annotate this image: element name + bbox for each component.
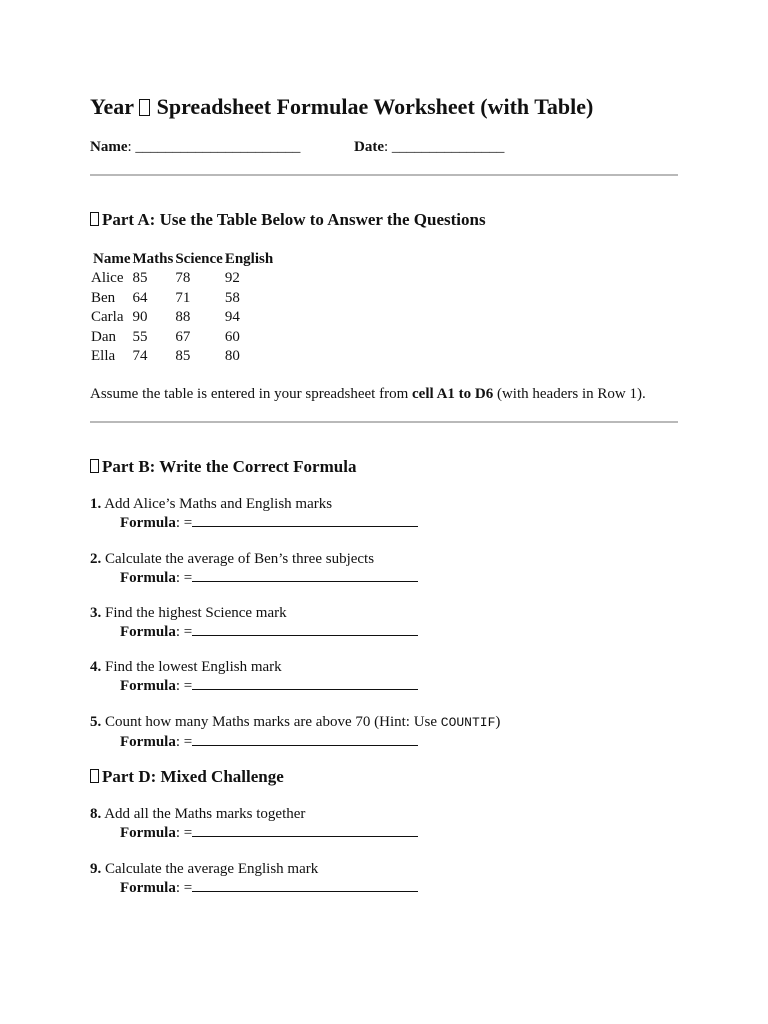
question-text: Calculate the average English mark: [105, 861, 319, 877]
table-cell: 67: [175, 328, 191, 345]
question-5: [90, 713, 500, 751]
missing-glyph-icon: [90, 769, 99, 783]
table-cell: Ben: [91, 289, 116, 306]
question-number: 3.: [90, 605, 102, 621]
date-field: Date: _______________: [354, 139, 505, 155]
part-d-heading-text: Part D: Mixed Challenge: [102, 767, 284, 786]
formula-label: Formula: [120, 880, 176, 896]
table-cell: 90: [132, 309, 148, 326]
table-cell: 60: [224, 328, 240, 345]
table-cell: 55: [132, 328, 148, 345]
name-label: Name: [90, 139, 128, 155]
table-cell: 64: [132, 289, 148, 306]
table-header: Maths: [132, 250, 174, 267]
table-header: Name: [93, 250, 131, 267]
table-cell: 71: [175, 289, 191, 306]
question-text: Find the highest Science mark: [105, 605, 287, 621]
part-d-heading: [90, 765, 284, 789]
question-number: 1.: [90, 496, 102, 512]
date-blank: _______________: [391, 139, 505, 155]
table-cell: 85: [175, 348, 191, 365]
formula-sep: : =: [175, 515, 193, 531]
formula-label: Formula: [120, 678, 176, 694]
title-prefix: Year: [90, 94, 134, 119]
formula-answer-blank[interactable]: [192, 568, 418, 582]
question-text: Find the lowest English mark: [105, 659, 282, 675]
question-4: [90, 658, 418, 695]
formula-sep: : =: [175, 880, 193, 896]
question-2: [90, 550, 418, 587]
table-row: [90, 308, 274, 328]
name-blank: ______________________: [135, 139, 301, 155]
missing-glyph-icon: [90, 459, 99, 473]
question-8: [90, 805, 418, 842]
question-9: [90, 860, 418, 897]
formula-sep: : =: [175, 825, 193, 841]
question-number: 9.: [90, 861, 102, 877]
formula-sep: : =: [175, 624, 193, 640]
formula-answer-blank[interactable]: [192, 732, 418, 746]
name-field: Name: ______________________: [90, 139, 301, 155]
table-cell: 88: [175, 309, 191, 326]
formula-answer-blank[interactable]: [192, 823, 418, 837]
divider: [90, 174, 678, 176]
formula-sep: : =: [175, 734, 193, 750]
table-row: [90, 347, 274, 367]
table-cell: Dan: [91, 328, 116, 345]
page-title: [90, 92, 593, 122]
question-text: Calculate the average of Ben’s three subjects: [105, 551, 375, 567]
formula-answer-blank[interactable]: [192, 622, 418, 636]
question-text: Add all the Maths marks together: [104, 806, 306, 822]
table-cell: 85: [132, 270, 148, 287]
table-cell: 78: [175, 270, 191, 287]
question-number: 8.: [90, 806, 102, 822]
table-note: [90, 384, 646, 404]
question-text: Count how many Maths marks are above 70 (Hint: Use: [105, 714, 441, 730]
formula-label: Formula: [120, 570, 176, 586]
table-cell: 92: [224, 270, 240, 287]
marks-table: [90, 249, 274, 367]
part-a-heading: [90, 208, 486, 232]
table-cell: Alice: [91, 270, 124, 287]
question-text-end: ): [495, 714, 501, 730]
question-number: 5.: [90, 714, 102, 730]
formula-sep: : =: [175, 570, 193, 586]
formula-label: Formula: [120, 825, 176, 841]
table-cell: 94: [224, 309, 240, 326]
formula-sep: : =: [175, 678, 193, 694]
table-row: [90, 269, 274, 289]
table-cell: 74: [132, 348, 148, 365]
table-cell: 58: [224, 289, 240, 306]
question-3: [90, 604, 418, 641]
title-text: Spreadsheet Formulae Worksheet (with Table): [156, 94, 594, 119]
date-label: Date: [354, 139, 384, 155]
table-row: [90, 289, 274, 309]
part-b-heading: [90, 455, 356, 479]
part-b-heading-text: Part B: Write the Correct Formula: [102, 457, 357, 476]
part-a-heading-text: Part A: Use the Table Below to Answer the Questions: [102, 210, 486, 229]
question-code: COUNTIF: [440, 715, 496, 730]
formula-answer-blank[interactable]: [192, 513, 418, 527]
formula-label: Formula: [120, 624, 176, 640]
note-text-end: (with headers in Row 1).: [493, 386, 646, 402]
table-cell: Ella: [91, 348, 116, 365]
question-text: Add Alice’s Maths and English marks: [104, 496, 333, 512]
divider: [90, 421, 678, 423]
table-cell: 80: [224, 348, 240, 365]
question-number: 4.: [90, 659, 102, 675]
formula-answer-blank[interactable]: [192, 878, 418, 892]
question-1: [90, 495, 418, 532]
table-header: Science: [175, 250, 223, 267]
table-row: [90, 328, 274, 348]
missing-glyph-icon: [90, 212, 99, 226]
table-header-row: [90, 249, 274, 269]
question-number: 2.: [90, 551, 102, 567]
formula-label: Formula: [120, 734, 176, 750]
formula-label: Formula: [120, 515, 176, 531]
missing-glyph-icon: [139, 99, 150, 116]
table-cell: Carla: [91, 309, 124, 326]
table-header: English: [224, 250, 274, 267]
formula-answer-blank[interactable]: [192, 676, 418, 690]
note-text: Assume the table is entered in your spreadsheet from: [90, 386, 412, 402]
note-range: cell A1 to D6: [412, 386, 494, 402]
